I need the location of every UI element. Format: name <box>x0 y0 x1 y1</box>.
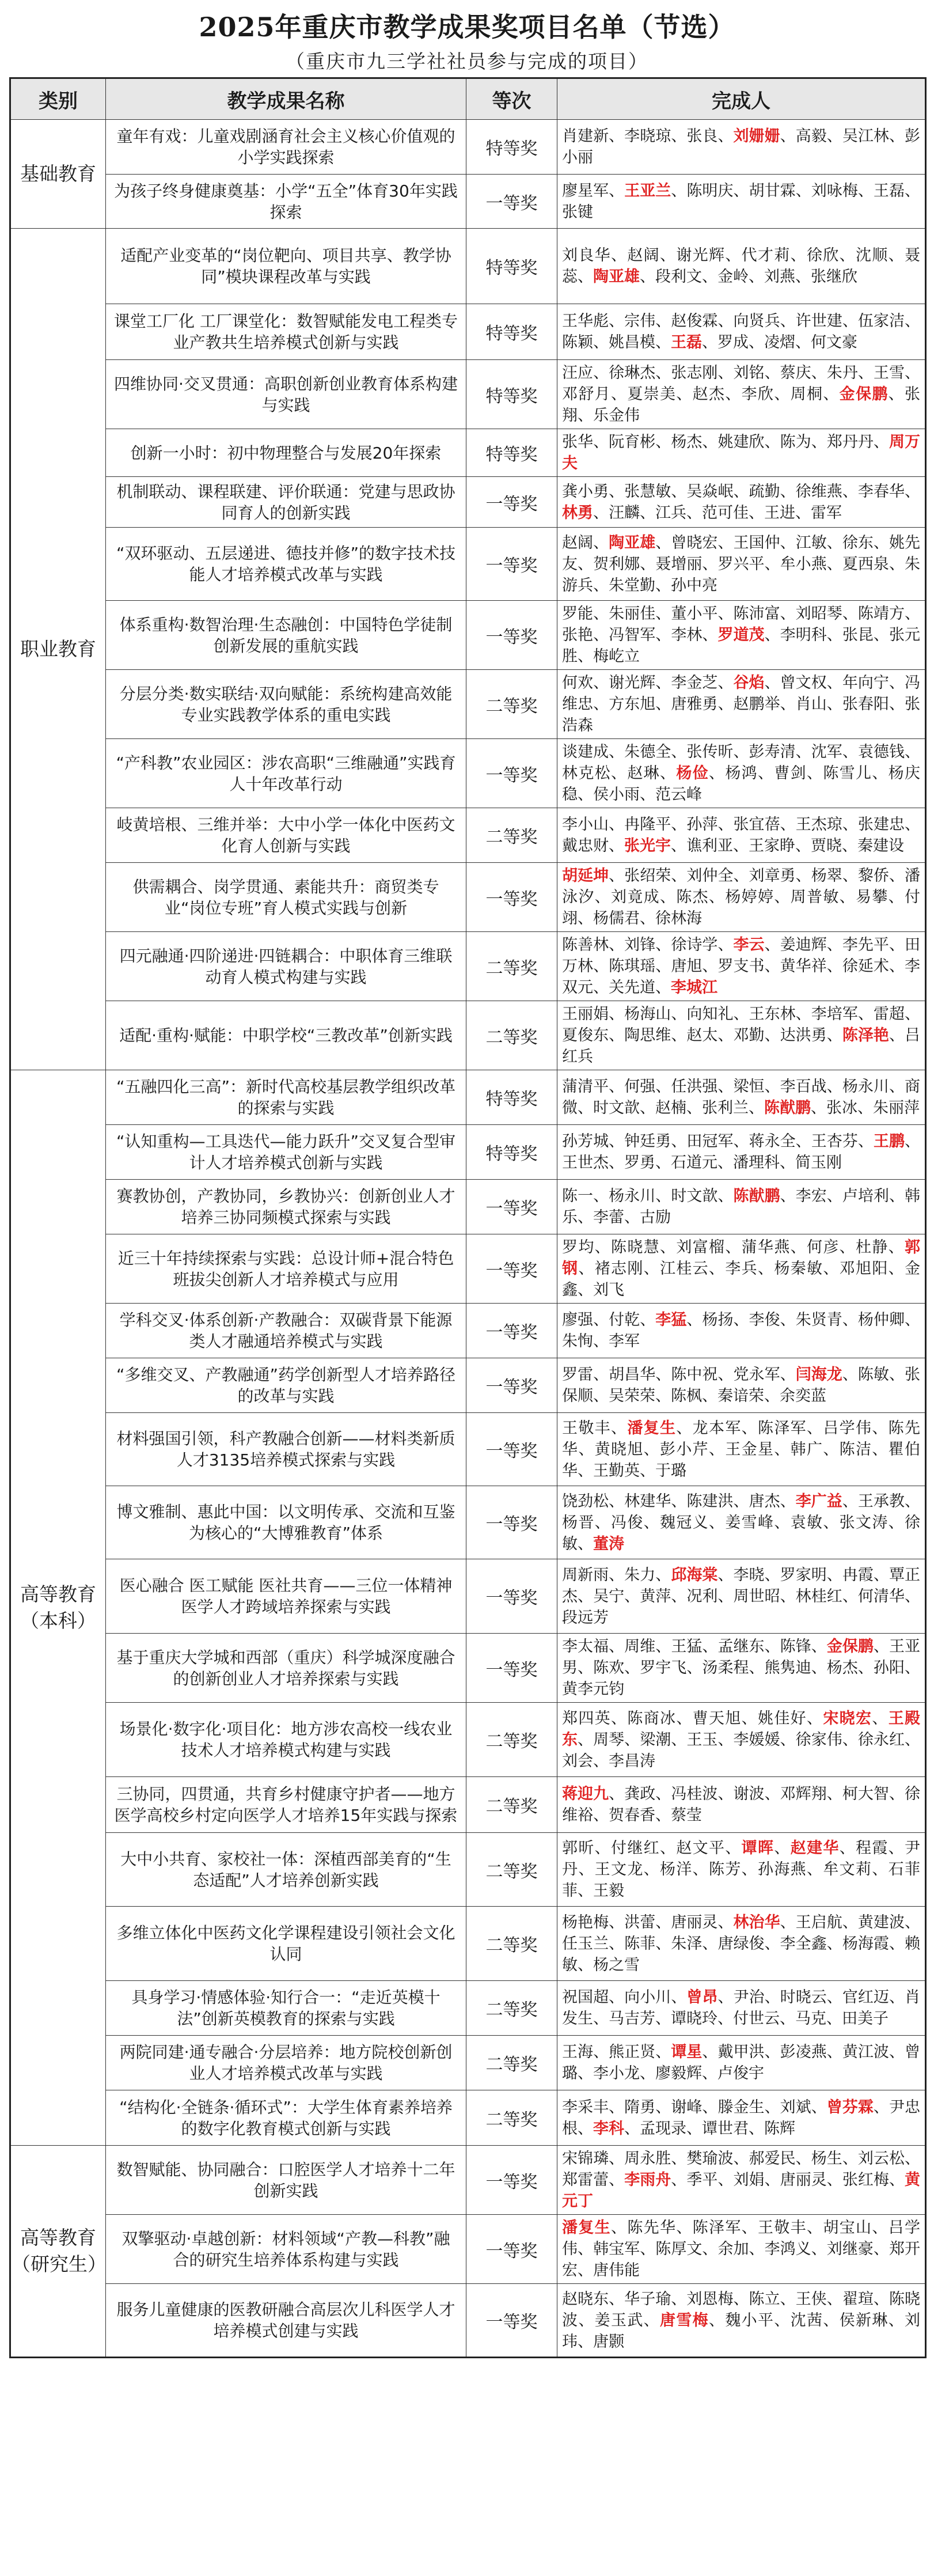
table-row <box>10 1358 926 1413</box>
table-row <box>10 1833 926 1907</box>
project-name-cell: 两院同建·通专融合·分层培养：地方院校创新创业人才培养模式改革与实践 <box>106 2036 466 2090</box>
grade-cell: 特等奖 <box>466 429 557 477</box>
grade-cell: 二等奖 <box>466 1907 557 1981</box>
highlighted-member-name: 张光宇 <box>624 837 671 855</box>
highlighted-member-name: 闫海龙 <box>795 1366 842 1384</box>
highlighted-member-name: 谭星 <box>671 2043 703 2061</box>
table-body <box>10 120 926 2358</box>
project-name-cell: 近三十年持续探索与实践：总设计师+混合特色班拔尖创新人才培养模式与应用 <box>106 1234 466 1304</box>
grade-cell: 二等奖 <box>466 1001 557 1070</box>
member-names: 王丽娟、杨海山、向知礼、王东林、李培军、雷超、夏俊东、陶思维、赵太、邓勤、达洪勇、 <box>562 1005 920 1044</box>
awards-table <box>9 77 927 2358</box>
table-row <box>10 304 926 360</box>
member-names: 、尹治、时晓云、官红迈、肖发生、马吉芳、谭晓玲、付世云、马克、田美子 <box>562 1988 921 2028</box>
header-project-name: 教学成果名称 <box>106 78 466 120</box>
member-names: 、季平、刘娟、唐丽灵、张红梅、 <box>671 2171 905 2189</box>
table-row <box>10 1001 926 1070</box>
highlighted-member-name: 李猛 <box>655 1311 687 1329</box>
members-cell <box>557 2215 926 2284</box>
highlighted-member-name: 陈猷鹏 <box>733 1187 780 1205</box>
category-cell: 职业教育 <box>10 229 106 1070</box>
member-names: 罗能、朱丽佳、董小平、陈沛富、刘昭琴、陈靖方、张艳、冯智军、李林、 <box>562 605 920 644</box>
grade-cell: 一等奖 <box>466 1486 557 1559</box>
member-names: 肖建新、李晓琼、张良、 <box>562 127 734 145</box>
project-name-cell: 体系重构·数智治理·生态融创：中国特色学徒制创新发展的重航实践 <box>106 601 466 670</box>
member-names: 、曾文权、年向宁、冯维忠、方东旭、唐雅勇、赵鹏举、肖山、张春阳、张浩森 <box>562 674 921 734</box>
members-cell <box>557 360 926 429</box>
highlighted-member-name: 王亚兰 <box>624 181 671 200</box>
members-cell <box>557 1703 926 1777</box>
member-names: 赵阔、 <box>562 533 609 552</box>
members-cell <box>557 2090 926 2146</box>
highlighted-member-name: 李广益 <box>795 1492 842 1510</box>
member-names: 、魏小平、沈茜、侯新琳、刘玮、唐颢 <box>562 2311 920 2351</box>
highlighted-member-name: 罗道茂 <box>717 626 765 644</box>
grade-cell: 一等奖 <box>466 863 557 932</box>
table-row <box>10 1304 926 1358</box>
member-names: 、陈敏、张保顺、吴荣荣、陈枫、秦谙荣、余奕蓝 <box>562 1366 921 1405</box>
highlighted-member-name: 潘复生 <box>562 2219 611 2237</box>
project-name-cell: “结构化·全链条·循环式”：大学生体育素养培养的数字化教育模式创新与实践 <box>106 2090 466 2146</box>
table-row <box>10 2215 926 2284</box>
member-names: 谈建成、朱德全、张传昕、彭寿清、沈军、袁德钱、林克松、赵琳、 <box>562 743 920 782</box>
project-name-cell: 材料强国引领，科产教融合创新——材料类新质人才3135培养模式探索与实践 <box>106 1413 466 1486</box>
project-name-cell: 四元融通·四阶递进·四链耦合：中职体育三维联动育人模式构建与实践 <box>106 932 466 1001</box>
grade-cell: 一等奖 <box>466 2284 557 2358</box>
table-row <box>10 1703 926 1777</box>
members-cell <box>557 739 926 808</box>
member-names: 孙芳城、钟廷勇、田冠军、蒋永全、王杏芬、 <box>562 1132 874 1150</box>
grade-cell: 一等奖 <box>466 175 557 229</box>
member-names: 廖星军、 <box>562 181 625 200</box>
highlighted-member-name: 唐雪梅 <box>660 2311 709 2329</box>
members-cell <box>557 1001 926 1070</box>
highlighted-member-name: 李科 <box>593 2119 624 2138</box>
project-name-cell: 为孩子终身健康奠基：小学“五全”体育30年实践探索 <box>106 175 466 229</box>
member-names: 、杨扬、李俊、朱贤青、杨仲卿、朱恂、李军 <box>562 1311 921 1350</box>
member-names: 陈善林、刘锋、徐诗学、 <box>562 936 734 954</box>
members-cell <box>557 477 926 528</box>
grade-cell: 特等奖 <box>466 360 557 429</box>
project-name-cell: “多维交叉、产教融通”药学创新型人才培养路径的改革与实践 <box>106 1358 466 1413</box>
table-row <box>10 1981 926 2036</box>
highlighted-member-name: 蒋迎九 <box>562 1785 609 1803</box>
member-names: 、汪麟、江兵、范可佳、王进、雷军 <box>593 503 842 522</box>
member-names: 李小山、冉隆平、孙萍、张宜蓓、王杰琼、张建忠、戴忠财、 <box>562 816 920 855</box>
table-row <box>10 528 926 601</box>
grade-cell: 特等奖 <box>466 1070 557 1125</box>
table-row <box>10 1180 926 1234</box>
member-names: 饶劲松、林建华、陈建洪、唐杰、 <box>562 1492 796 1510</box>
member-names: 、曾晓宏、王国仲、江敏、徐东、姚先友、贺利娜、聂增丽、罗兴平、牟小燕、夏西泉、朱游兵、朱堂勤、孙中亮 <box>562 533 921 594</box>
member-names: 、 <box>774 1839 791 1857</box>
table-row <box>10 2284 926 2358</box>
project-name-cell: 基于重庆大学城和西部（重庆）科学城深度融合的创新创业人才培养探索与实践 <box>106 1634 466 1703</box>
grade-cell: 特等奖 <box>466 1125 557 1180</box>
table-row <box>10 429 926 477</box>
member-names: 、张冰、朱丽萍 <box>811 1099 920 1117</box>
highlighted-member-name: 曾芬霖 <box>826 2098 874 2116</box>
members-cell <box>557 932 926 1001</box>
project-name-cell: 医心融合 医工赋能 医社共育——三位一体精神医学人才跨域培养探索与实践 <box>106 1559 466 1634</box>
table-row <box>10 863 926 932</box>
table-row <box>10 175 926 229</box>
member-names: 蒲清平、何强、任洪强、梁恒、李百战、杨永川、商微、时文歆、赵楠、张利兰、 <box>562 1078 920 1117</box>
grade-cell: 二等奖 <box>466 1703 557 1777</box>
members-cell <box>557 863 926 932</box>
grade-cell: 一等奖 <box>466 739 557 808</box>
members-cell <box>557 601 926 670</box>
table-row <box>10 739 926 808</box>
members-cell <box>557 2036 926 2090</box>
table-row <box>10 1125 926 1180</box>
highlighted-member-name: 杨俭 <box>676 764 709 782</box>
grade-cell: 二等奖 <box>466 932 557 1001</box>
members-cell <box>557 670 926 739</box>
project-name-cell: 赛教协创，产教协同，乡教协兴：创新创业人才培养三协同频模式探索与实践 <box>106 1180 466 1234</box>
grade-cell: 一等奖 <box>466 1234 557 1304</box>
member-names: 、陈先华、陈泽军、王敬丰、胡宝山、吕学伟、韩宝军、陈厚文、余加、李鸿义、刘继豪、郑开宏、唐伟能 <box>562 2219 920 2279</box>
highlighted-member-name: 王鹏 <box>873 1132 905 1150</box>
member-names: 、罗成、凌熠、何文豪 <box>702 334 857 351</box>
table-row <box>10 2036 926 2090</box>
member-names: 汪应、徐琳杰、张志刚、刘铭、蔡庆、朱丹、王雪、邓舒月、夏崇美、赵杰、李欣、周桐、 <box>562 364 920 403</box>
member-names: 、高毅、吴江林、彭小丽 <box>562 127 921 166</box>
highlighted-member-name: 潘复生 <box>627 1419 677 1437</box>
project-name-cell: 场景化·数字化·项目化：地方涉农高校一线农业技术人才培养模式构建与实践 <box>106 1703 466 1777</box>
grade-cell: 一等奖 <box>466 1559 557 1634</box>
highlighted-member-name: 胡延坤 <box>562 867 609 885</box>
member-names: 李太福、周维、王猛、孟继东、陈锋、 <box>562 1638 827 1656</box>
members-cell <box>557 1358 926 1413</box>
grade-cell: 一等奖 <box>466 1634 557 1703</box>
project-name-cell: 四维协同·交叉贯通：高职创新创业教育体系构建与实践 <box>106 360 466 429</box>
highlighted-member-name: 陈泽艳 <box>842 1026 889 1044</box>
grade-cell: 二等奖 <box>466 2036 557 2090</box>
member-names: 、龚政、冯桂波、谢波、邓辉翔、柯大智、徐维裕、贺春香、蔡莹 <box>562 1785 921 1824</box>
category-cell: 基础教育 <box>10 120 106 229</box>
project-name-cell: 双擎驱动·卓越创新：材料领域“产教—科教”融合的研究生培养体系构建与实践 <box>106 2215 466 2284</box>
highlighted-member-name: 董涛 <box>593 1535 624 1553</box>
highlighted-member-name: 周万夫 <box>562 433 921 472</box>
member-names: 王海、熊正贤、 <box>562 2043 671 2061</box>
member-names: 宋锦璘、周永胜、樊瑜波、郝爱民、杨生、刘云松、郑雷蕾、 <box>562 2150 920 2189</box>
page-title: 2025年重庆市教学成果奖项目名单（节选） <box>199 12 735 43</box>
member-names: 杨艳梅、洪蕾、唐丽灵、 <box>562 1913 734 1931</box>
highlighted-member-name: 赵建华 <box>790 1839 840 1857</box>
highlighted-member-name: 宋晓宏 <box>823 1709 872 1728</box>
grade-cell: 二等奖 <box>466 1981 557 2036</box>
members-cell <box>557 120 926 175</box>
project-name-cell: “五融四化三高”：新时代高校基层教学组织改革的探索与实践 <box>106 1070 466 1125</box>
member-names: 、 <box>872 1709 889 1728</box>
member-names: 、王承教、杨晋、冯俊、魏冠义、姜雪峰、袁敏、张文涛、徐敏、 <box>562 1492 921 1553</box>
members-cell <box>557 1180 926 1234</box>
grade-cell: 二等奖 <box>466 2090 557 2146</box>
member-names: 、程霞、尹丹、王文龙、杨洋、陈芳、孙海燕、牟文莉、石菲菲、王毅 <box>562 1839 921 1900</box>
member-names: 、王启航、黄建波、任玉兰、陈菲、朱泽、唐绿俊、李全鑫、杨海霞、赖敏、杨之雪 <box>562 1913 921 1974</box>
project-name-cell: “认知重构—工具迭代—能力跃升”交叉复合型审计人才培养模式创新与实践 <box>106 1125 466 1180</box>
member-names: 、姜迪辉、李先平、田万林、陈琪瑶、唐旭、罗支书、黄华祥、徐延术、李双元、关先道、 <box>562 936 921 997</box>
member-names: 、尹忠根、 <box>562 2098 921 2138</box>
member-names: 、吕红兵 <box>562 1026 921 1066</box>
member-names: 王敬丰、 <box>562 1419 628 1437</box>
project-name-cell: 学科交叉·体系创新·产教融合：双碳背景下能源类人才融通培养模式与实践 <box>106 1304 466 1358</box>
highlighted-member-name: 金保鹏 <box>826 1638 874 1656</box>
highlighted-member-name: 林治华 <box>733 1913 780 1931</box>
member-names: 、张绍荣、刘仲全、刘章勇、杨翠、黎侨、潘泳汐、刘竟成、陈杰、杨婷婷、周普敏、易攀、付翊、杨儒君、徐林海 <box>562 867 921 927</box>
member-names: 、王世杰、罗勇、石道元、潘理科、简玉刚 <box>562 1132 921 1172</box>
highlighted-member-name: 曾昂 <box>686 1988 718 2006</box>
members-cell <box>557 229 926 304</box>
project-name-cell: 三协同，四贯通，共育乡村健康守护者——地方医学高校乡村定向医学人才培养15年实践与探索 <box>106 1777 466 1833</box>
table-row <box>10 601 926 670</box>
table-row <box>10 1070 926 1125</box>
member-names: 、王亚男、陈欢、罗宇飞、汤柔程、熊隽迪、杨杰、孙阳、黄李元钧 <box>562 1638 921 1698</box>
member-names: 罗雷、胡昌华、陈中祝、党永军、 <box>562 1366 796 1384</box>
members-cell <box>557 1634 926 1703</box>
member-names: 、孟现录、谭世君、陈辉 <box>624 2119 795 2138</box>
project-name-cell: 数智赋能、协同融合：口腔医学人才培养十二年创新实践 <box>106 2146 466 2215</box>
member-names: 、杨鸿、曹剑、陈雪儿、杨庆稳、侯小雨、范云峰 <box>562 764 921 804</box>
grade-cell: 特等奖 <box>466 120 557 175</box>
member-names: 刘良华、赵阔、谢光辉、代才莉、徐欣、沈顺、聂蕊、 <box>562 247 920 286</box>
table-row <box>10 2146 926 2215</box>
highlighted-member-name: 郭钢 <box>562 1238 920 1278</box>
project-name-cell: 岐黄培根、三维并举：大中小学一体化中医药文化育人创新与实践 <box>106 808 466 863</box>
project-name-cell: 大中小共育、家校社一体：深植西部美育的“生态适配”人才培养创新实践 <box>106 1833 466 1907</box>
highlighted-member-name: 金保鹏 <box>839 385 889 403</box>
member-names: 、陈明庆、胡甘霖、刘咏梅、王磊、张键 <box>562 181 921 221</box>
members-cell <box>557 175 926 229</box>
members-cell <box>557 1833 926 1907</box>
table-row <box>10 1234 926 1304</box>
project-name-cell: 分层分类·数实联结·双向赋能：系统构建高效能专业实践教学体系的重电实践 <box>106 670 466 739</box>
highlighted-member-name: 邱海棠 <box>671 1566 718 1584</box>
header-category: 类别 <box>10 78 106 120</box>
table-row <box>10 932 926 1001</box>
table-row <box>10 670 926 739</box>
category-cell: 高等教育（研究生） <box>10 2146 106 2358</box>
highlighted-member-name: 陈猷鹏 <box>764 1099 811 1117</box>
grade-cell: 一等奖 <box>466 528 557 601</box>
member-names: 何欢、谢光辉、李金芝、 <box>562 674 734 692</box>
member-names: 罗均、陈晓慧、刘富榴、蒲华燕、何彦、杜静、 <box>562 1238 905 1256</box>
members-cell <box>557 1125 926 1180</box>
members-cell <box>557 1907 926 1981</box>
highlighted-member-name: 刘姗姗 <box>733 127 780 145</box>
member-names: 周新雨、朱力、 <box>562 1566 671 1584</box>
members-cell <box>557 1777 926 1833</box>
members-cell <box>557 1981 926 2036</box>
member-names: 、戴甲洪、彭凌燕、黄江波、曾璐、李小龙、廖毅辉、卢俊宇 <box>562 2043 921 2082</box>
member-names: 陈一、杨永川、时文歆、 <box>562 1187 734 1205</box>
members-cell <box>557 528 926 601</box>
table-row <box>10 477 926 528</box>
members-cell <box>557 304 926 360</box>
project-name-cell: “产科教”农业园区：涉农高职“三维融通”实践育人十年改革行动 <box>106 739 466 808</box>
members-cell <box>557 429 926 477</box>
table-row <box>10 120 926 175</box>
highlighted-member-name: 黄元丁 <box>562 2171 921 2210</box>
members-cell <box>557 1070 926 1125</box>
member-names: 龚小勇、张慧敏、吴焱岷、疏勤、徐维燕、李春华、 <box>562 482 920 501</box>
member-names: 、张翔、乐金伟 <box>562 385 921 425</box>
member-names: 、褚志刚、江桂云、李兵、杨秦敏、邓旭阳、金鑫、刘飞 <box>562 1260 921 1299</box>
table-row <box>10 808 926 863</box>
highlighted-member-name: 李城江 <box>671 979 717 997</box>
member-names: 、李宏、卢培利、韩乐、李蕾、古励 <box>562 1187 921 1226</box>
table-row <box>10 229 926 304</box>
grade-cell: 一等奖 <box>466 1413 557 1486</box>
member-names: 郭昕、付继红、赵文平、 <box>562 1839 742 1857</box>
member-names: 赵晓东、华子瑜、刘恩梅、陈立、王侠、翟瑄、陈晓波、姜玉武、 <box>562 2290 920 2329</box>
highlighted-member-name: 谷焰 <box>733 674 765 692</box>
table-row <box>10 1634 926 1703</box>
members-cell <box>557 2284 926 2358</box>
project-name-cell: “双环驱动、五层递进、德技并修”的数字技术技能人才培养模式改革与实践 <box>106 528 466 601</box>
table-row <box>10 360 926 429</box>
highlighted-member-name: 陶亚雄 <box>609 533 656 552</box>
highlighted-member-name: 王磊 <box>671 334 702 351</box>
grade-cell: 二等奖 <box>466 808 557 863</box>
category-cell: 高等教育（本科） <box>10 1070 106 2146</box>
project-name-cell: 博文雅制、惠此中国：以文明传承、交流和互鉴为核心的“大博雅教育”体系 <box>106 1486 466 1559</box>
member-names: 王华彪、宗伟、赵俊霖、向贤兵、许世建、伍家洁、陈颖、姚昌模、 <box>562 312 920 351</box>
header-row <box>10 78 926 120</box>
grade-cell: 一等奖 <box>466 1180 557 1234</box>
project-name-cell: 适配·重构·赋能：中职学校“三教改革”创新实践 <box>106 1001 466 1070</box>
grade-cell: 一等奖 <box>466 601 557 670</box>
header-grade: 等次 <box>466 78 557 120</box>
member-names: 、李晓、罗家明、冉霞、覃正杰、吴宁、黄萍、况利、周世昭、林桂红、何清华、段远芳 <box>562 1566 921 1627</box>
grade-cell: 特等奖 <box>466 304 557 360</box>
member-names: 廖强、付乾、 <box>562 1311 656 1329</box>
members-cell <box>557 1413 926 1486</box>
member-names: 祝国超、向小川、 <box>562 1988 687 2006</box>
member-names: 、龙本军、陈泽军、吕学伟、陈先华、黄晓旭、彭小芹、王金星、韩广、陈洁、瞿伯华、王勤英、于璐 <box>562 1419 921 1480</box>
project-name-cell: 具身学习·情感体验·知行合一：“走近英模十法”创新英模教育的探索与实践 <box>106 1981 466 2036</box>
grade-cell: 一等奖 <box>466 2146 557 2215</box>
grade-cell: 一等奖 <box>466 477 557 528</box>
member-names: 、谯利亚、王家睁、贾晓、秦建设 <box>671 837 904 855</box>
member-names: 张华、阮育彬、杨杰、姚建欣、陈为、郑丹丹、 <box>562 433 889 451</box>
grade-cell: 一等奖 <box>466 2215 557 2284</box>
grade-cell: 特等奖 <box>466 229 557 304</box>
project-name-cell: 课堂工厂化 工厂课堂化：数智赋能发电工程类专业产教共生培养模式创新与实践 <box>106 304 466 360</box>
member-names: 郑四英、陈商冰、曹天旭、姚佳好、 <box>562 1709 823 1728</box>
table-row <box>10 1559 926 1634</box>
header-members: 完成人 <box>557 78 926 120</box>
project-name-cell: 服务儿童健康的医教研融合高层次儿科医学人才培养模式创建与实践 <box>106 2284 466 2358</box>
members-cell <box>557 1559 926 1634</box>
highlighted-member-name: 李云 <box>733 936 765 954</box>
page-subtitle: （重庆市九三学社社员参与完成的项目） <box>286 50 648 73</box>
grade-cell: 二等奖 <box>466 1777 557 1833</box>
table-row <box>10 1413 926 1486</box>
grade-cell: 二等奖 <box>466 1833 557 1907</box>
members-cell <box>557 2146 926 2215</box>
project-name-cell: 供需耦合、岗学贯通、素能共升：商贸类专业“岗位专班”育人模式实践与创新 <box>106 863 466 932</box>
table-row <box>10 1777 926 1833</box>
project-name-cell: 机制联动、课程联建、评价联通：党建与思政协同育人的创新实践 <box>106 477 466 528</box>
highlighted-member-name: 陶亚雄 <box>593 268 640 286</box>
grade-cell: 二等奖 <box>466 670 557 739</box>
project-name-cell: 多维立体化中医药文化学课程建设引领社会文化认同 <box>106 1907 466 1981</box>
members-cell <box>557 1304 926 1358</box>
highlighted-member-name: 王殿东 <box>562 1709 921 1749</box>
members-cell <box>557 1486 926 1559</box>
grade-cell: 一等奖 <box>466 1304 557 1358</box>
members-cell <box>557 1234 926 1304</box>
member-names: 李采丰、隋勇、谢峰、滕金生、刘斌、 <box>562 2098 827 2116</box>
grade-cell: 一等奖 <box>466 1358 557 1413</box>
table-row <box>10 2090 926 2146</box>
project-name-cell: 创新一小时：初中物理整合与发展20年探索 <box>106 429 466 477</box>
member-names: 、段利文、金岭、刘燕、张继欣 <box>640 268 857 286</box>
table-row <box>10 1907 926 1981</box>
members-cell <box>557 808 926 863</box>
highlighted-member-name: 李雨舟 <box>624 2171 671 2189</box>
member-names: 、周琴、梁潮、王玉、李媛媛、徐家伟、徐永红、刘会、李昌涛 <box>562 1730 921 1770</box>
highlighted-member-name: 林勇 <box>562 503 593 522</box>
highlighted-member-name: 谭晖 <box>741 1839 774 1857</box>
member-names: 、李明科、张昆、张元胜、梅屹立 <box>562 626 921 665</box>
project-name-cell: 适配产业变革的“岗位靶向、项目共享、教学协同”模块课程改革与实践 <box>106 229 466 304</box>
table-row <box>10 1486 926 1559</box>
project-name-cell: 童年有戏：儿童戏剧涵育社会主义核心价值观的小学实践探索 <box>106 120 466 175</box>
